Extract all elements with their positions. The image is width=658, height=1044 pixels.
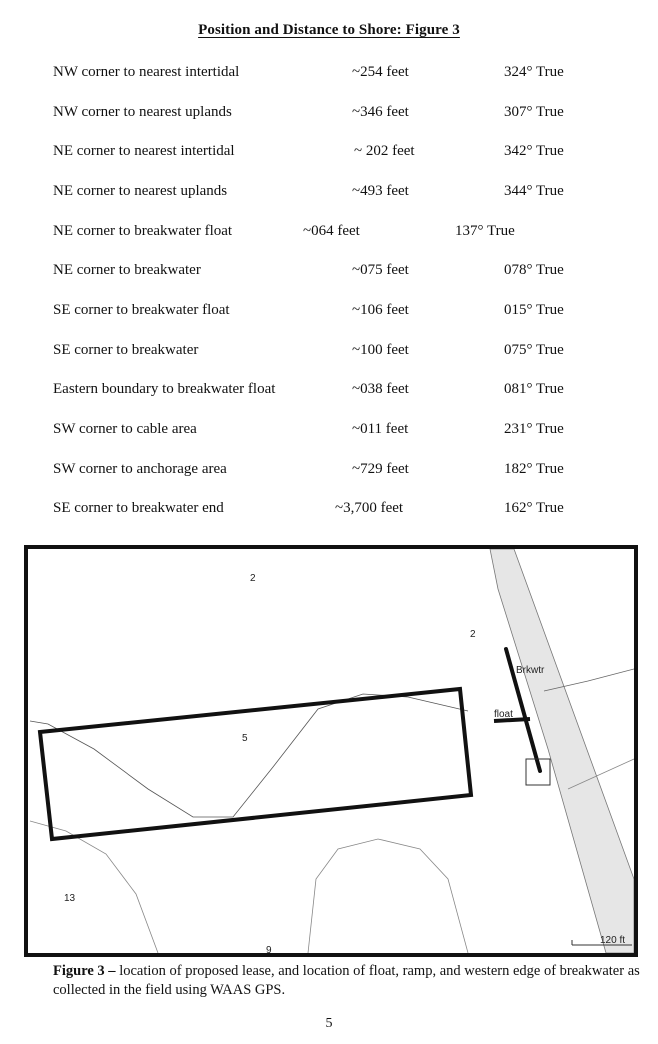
depth-label-2-right: 2 — [470, 629, 476, 640]
table-row — [0, 461, 658, 481]
row-description: SE corner to breakwater — [53, 342, 199, 358]
row-distance: ~3,700 feet — [335, 500, 404, 516]
table-row — [0, 500, 658, 520]
depth-label-2-top: 2 — [250, 573, 256, 584]
row-bearing: 162° True — [504, 500, 564, 516]
row-description: SW corner to anchorage area — [53, 461, 227, 477]
table-row — [0, 302, 658, 322]
row-distance: ~011 feet — [352, 421, 409, 437]
row-description: NE corner to nearest uplands — [53, 183, 228, 199]
row-distance: ~064 feet — [303, 223, 360, 239]
map-svg — [28, 549, 634, 953]
depth-label-9: 9 — [266, 945, 272, 953]
row-description: SE corner to breakwater end — [53, 500, 224, 516]
table-row — [0, 223, 658, 243]
row-description: SW corner to cable area — [53, 421, 197, 437]
table-row — [0, 421, 658, 441]
row-distance: ~038 feet — [352, 381, 409, 397]
lease-map — [24, 545, 638, 957]
table-row — [0, 342, 658, 362]
depth-label-13: 13 — [64, 893, 76, 904]
row-description: NE corner to breakwater — [53, 262, 201, 278]
row-bearing: 137° True — [455, 223, 515, 239]
row-distance: ~493 feet — [352, 183, 409, 199]
table-row — [0, 104, 658, 124]
row-bearing: 342° True — [504, 143, 564, 159]
caption-text: location of proposed lease, and location of float, ramp, and western edge of breakwater as collected in the field using WAAS GPS. — [53, 963, 640, 998]
row-description: Eastern boundary to breakwater float — [53, 381, 276, 397]
brkwtr-label: Brkwtr — [516, 665, 545, 676]
figure-caption — [53, 962, 643, 1000]
row-bearing: 182° True — [504, 461, 564, 477]
row-description: NE corner to breakwater float — [53, 223, 233, 239]
row-distance: ~346 feet — [352, 104, 409, 120]
row-description: NW corner to nearest uplands — [53, 104, 232, 120]
table-row — [0, 143, 658, 163]
page-title — [0, 22, 658, 39]
table-row — [0, 262, 658, 282]
table-row — [0, 381, 658, 401]
row-bearing: 078° True — [504, 262, 564, 278]
row-description: NE corner to nearest intertidal — [53, 143, 235, 159]
row-bearing: 231° True — [504, 421, 564, 437]
row-bearing: 307° True — [504, 104, 564, 120]
row-distance: ~075 feet — [352, 262, 409, 278]
row-distance: ~100 feet — [352, 342, 409, 358]
row-description: NW corner to nearest intertidal — [53, 64, 240, 80]
row-distance: ~254 feet — [352, 64, 409, 80]
page-number: 5 — [325, 1016, 333, 1031]
contour-line — [308, 839, 468, 953]
row-description: SE corner to breakwater float — [53, 302, 230, 318]
table-row — [0, 183, 658, 203]
depth-label-5: 5 — [242, 733, 248, 744]
caption-label: Figure 3 – — [53, 963, 116, 979]
scale-label: 120 ft — [600, 935, 626, 946]
row-distance: ~106 feet — [352, 302, 409, 318]
row-bearing: 081° True — [504, 381, 564, 397]
breakwater-band — [490, 549, 634, 953]
row-bearing: 324° True — [504, 64, 564, 80]
row-distance: ~729 feet — [352, 461, 409, 477]
table-row — [0, 64, 658, 84]
row-distance: ~ 202 feet — [354, 143, 415, 159]
row-bearing: 344° True — [504, 183, 564, 199]
page-title-text: Position and Distance to Shore: Figure 3 — [198, 22, 460, 38]
float-label: float — [494, 709, 513, 720]
row-bearing: 015° True — [504, 302, 564, 318]
row-bearing: 075° True — [504, 342, 564, 358]
proposed-lease-boundary — [40, 689, 471, 839]
contour-line — [30, 821, 158, 953]
